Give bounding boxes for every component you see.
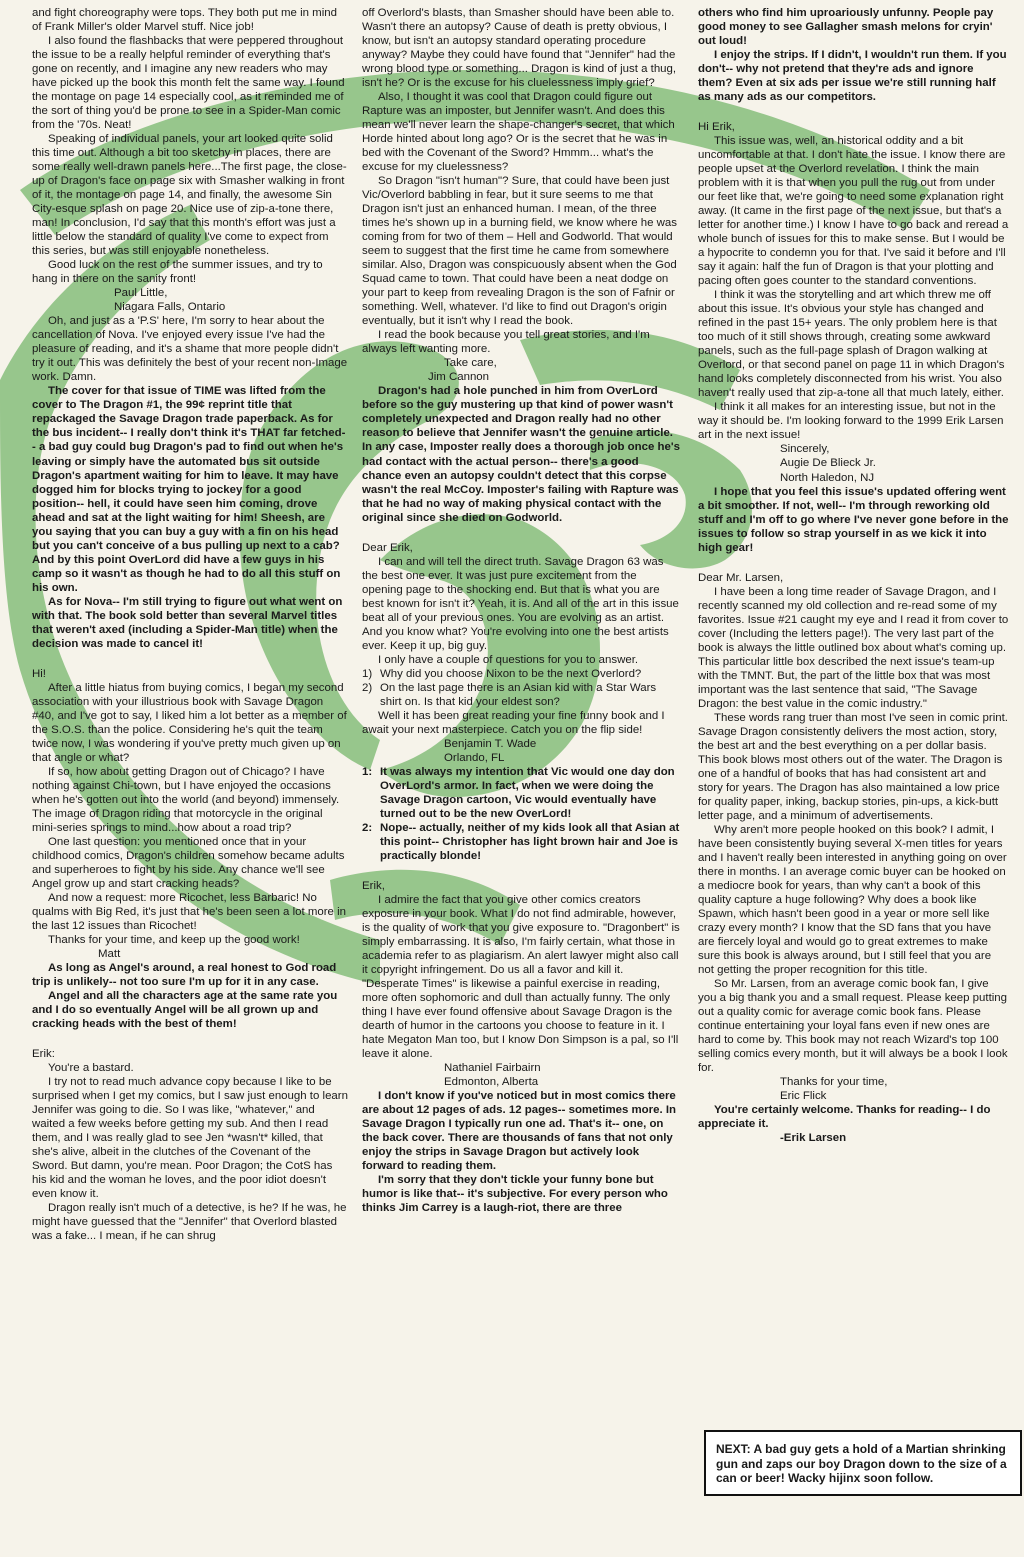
answer-text: Nope-- actually, neither of my kids look all that Asian at this point-- Christopher has light brown hair and Joe is practically blonde! bbox=[380, 821, 680, 862]
letter-salutation: Hi! bbox=[32, 667, 46, 680]
editor-response: Angel and all the characters age at the same rate you and I do so eventually Angel will be all grown up and cracking heads with the best of them! bbox=[32, 990, 338, 1031]
letter-text: I think it was the storytelling and art which threw me off about this issue. It's obvious your style has changed and refined in the past 15+ years. The only problem here is that too much of it still shows through, creating some awkward panels, such as the full-page splash of Dragon walking at Overlord, or that second panel on page 11 in which Dragon's hand looks completely disconnected from his wrist. You also haven't really used that zip-a-tone all that much lately, either. bbox=[698, 289, 1005, 400]
letter-text: You're a bastard. bbox=[48, 1062, 134, 1075]
list-number: 1) bbox=[362, 667, 373, 680]
editor-response: As long as Angel's around, a real honest to God road trip is unlikely-- not too sure I'm up for it in any case. bbox=[32, 962, 337, 989]
question-item bbox=[362, 681, 680, 709]
letter-salutation: Erik: bbox=[32, 1048, 55, 1061]
letter-text: Also, I thought it was cool that Dragon could figure out Rapture was an imposter, but Jennifer wasn't. And does this mean we'll never learn the shape-changer's secret, that which Horde hinted about long ago? Or is the secret that he was in bed with the Covenant of the Sword? Hmmm... what's the excuse for my cluelessness? bbox=[362, 91, 675, 174]
column-1 bbox=[32, 6, 348, 1551]
editor-response: I hope that you feel this issue's updated offering went a bit smoother. If not, well-- I'm through reworking old stuff and I'm off to go where I've never gone before in the issues to follow so strap yourself in as we kick it into high gear! bbox=[698, 485, 1009, 554]
letter-text: I try not to read much advance copy because I like to be surprised when I get my comics, but I saw just enough to learn Jennifer was going to die. So I was like, "whatever," and waited a few weeks before getting my sub. And then I read them, and I was really glad to see Jen *wasn't* killed, that she's alive, albeit in the clutches of the Covenant of the Sword. But damn, you're mean. Poor Dragon; the CotS has his kid and the woman he loves, and the poor idiot doesn't even know it. bbox=[32, 1076, 348, 1201]
question-text: Why did you choose Nixon to be the next Overlord? bbox=[380, 667, 642, 680]
editor-response: others who find him uproariously unfunny. People pay good money to see Gallagher smash melons for cryin' out loud! bbox=[698, 7, 994, 48]
letter-text: Dragon really isn't much of a detective, is he? If he was, he might have guessed that the "Jennifer" that Overlord blasted was a fake... I mean, if he can shrug bbox=[32, 1202, 347, 1243]
letter-text: I also found the flashbacks that were peppered throughout the issue to be a really helpful reminder of everything that's gone on recently, and I imagine any new readers who may have picked up the book this month felt the same way. I found the montage on page 14 especially cool, as it reminded me of the sort of thing you'd be prone to see in a Spider-Man comic from the '70s. Neat! bbox=[32, 35, 345, 132]
editor-response: Dragon's had a hole punched in him from OverLord before so the guy mustering up that kind of power wasn't completely unexpected and Dragon really had no other reason to believe that Jennifer wasn't the genuine article. In any case, Imposter really does a thorough job once he's had contact with the actual person-- there's a good chance even an autopsy couldn't detect that this corpse wasn't the real McCoy. Imposter's failing with Rapture was that he had no way of making physical contact with the original since she died on Godworld. bbox=[362, 385, 680, 524]
letter-text: I can and will tell the direct truth. Savage Dragon 63 was the best one ever. It was just pure excitement from the opening page to the shocking end. But that is what you are best known for isn't it? Yeah, it is. And all of the art in this issue beat all of your previous ones. You are evolving as an artist. And you know what? You're evolving into one the best artists ever. Keep it up, big guy. bbox=[362, 555, 679, 652]
signature-name: Benjamin T. Wade bbox=[444, 737, 537, 750]
signature-location: Edmonton, Alberta bbox=[444, 1076, 539, 1089]
letter-text: I think it all makes for an interesting issue, but not in the way it should be. I'm looking forward to the 1999 Erik Larsen art in the next issue! bbox=[698, 401, 1004, 442]
letter-text: I read the book because you tell great stories, and I'm always left wanting more. bbox=[362, 329, 650, 356]
signature-closing: Take care, bbox=[444, 357, 497, 370]
question-item bbox=[362, 667, 680, 681]
letter-text: This issue was, well, an historical oddity and a bit uncomfortable at that. I don't hate the issue. I know there are people upset at the Overlord revelation. I think the main problem with it is that when you pull the rug out from under our feet like that, we're going to need some explanation right away. (It came in the first page of the next issue, but that's a letter for another time.) I know I have to go back and reread a whole bunch of issues for this to make sense. But I would be a hypocrite to condemn you for that. I've said it before and I'll say it again: half the fun of Dragon is that your plotting and pacing often goes counter to the standard conventions. bbox=[698, 135, 1009, 288]
list-number: 2: bbox=[362, 821, 373, 834]
column-3 bbox=[698, 6, 1010, 1551]
letter-salutation: Dear Mr. Larsen, bbox=[698, 571, 784, 584]
signature-name: Nathaniel Fairbairn bbox=[444, 1062, 541, 1075]
editor-response: As for Nova-- I'm still trying to figure out what went on with that. The book sold better than several Marvel titles that weren't axed (including a Spider-Man title) when the decision was made to cancel it! bbox=[32, 595, 343, 650]
letter-text: off Overlord's blasts, than Smasher should have been able to. Wasn't there an autopsy? Cause of death is pretty obvious, I know, but isn't an autopsy standard operating procedure anyway? Maybe they could have found that "Jennifer" had the wrong blood type or something... Dragon is kind of just a thug, isn't he? Or is the excuse for his cluelessness imply grief? bbox=[362, 7, 677, 90]
letter-text: And now a request: more Ricochet, less Barbaric! No qualms with Big Red, it's just that he's been seen a lot more in the last 12 issues than Ricochet! bbox=[32, 891, 346, 932]
letter-text: After a little hiatus from buying comics, I began my second association with your illustrious book with Savage Dragon #40, and I've got to say, I liked him a lot better as a member of the S.O.S. than the police. Considering he's quit the team twice now, I was wondering if you've pretty much given up on that angle or what? bbox=[32, 681, 347, 764]
list-number: 2) bbox=[362, 681, 373, 694]
next-issue-text: NEXT: A bad guy gets a hold of a Martian shrinking gun and zaps our boy Dragon down to the size of a can or beer! Wacky hijinx soon follow. bbox=[716, 1442, 1007, 1486]
letter-salutation: Dear Erik, bbox=[362, 541, 413, 554]
letter-text: So Mr. Larsen, from an average comic book fan, I give you a big thank you and a small request. Please keep putting out a quality comic for average comic book fans. Please continue entertaining your loyal fans even if new ones are hard to come by. This book may not reach Wizard's top 100 selling comics every month, but it will always be a book I look for. bbox=[698, 978, 1008, 1075]
letter-text: So Dragon "isn't human"? Sure, that could have been just Vic/Overlord babbling in fear, but it sure seems to me that Dragon isn't just an enhanced human. I mean, of the three times he's shown up in a burning field, we know where he was coming from for two of them – Hell and Godworld. That would seem to suggest that the first time he came from somewhere similar. Also, Dragon was conspicuously absent when the God Squad came to town. That could have been a neat dodge on your part to keep from revealing Dragon is the son of Fafnir or something. Well, whatever. I'd like to find out Dragon's origin eventually, but it isn't why I read the book. bbox=[362, 175, 677, 328]
answer-item bbox=[362, 765, 680, 821]
letter-salutation: Erik, bbox=[362, 879, 385, 892]
signature-location: Orlando, FL bbox=[444, 751, 505, 764]
letter-text: If so, how about getting Dragon out of Chicago? I have nothing against Chi-town, but I have enjoyed the occasions when he's gotten out into the world (and beyond) immensely. The image of Dragon riding that motorcycle in the original mini-series springs to mind...how about a road trip? bbox=[32, 765, 340, 834]
signature-name: Eric Flick bbox=[780, 1090, 827, 1103]
letter-text: Good luck on the rest of the summer issues, and try to hang in there on the sanity front! bbox=[32, 259, 323, 286]
letter-text: Thanks for your time, and keep up the good work! bbox=[48, 934, 300, 947]
answer-item bbox=[362, 821, 680, 863]
editor-response: I'm sorry that they don't tickle your funny bone but humor is like that-- it's subjective. For every person who thinks Jim Carrey is a laugh-riot, there are three bbox=[362, 1174, 668, 1215]
editor-signature: -Erik Larsen bbox=[780, 1132, 847, 1145]
letter-text: Well it has been great reading your fine funny book and I await your next masterpiece. Catch you on the flip side! bbox=[362, 709, 665, 736]
signature-name: Augie De Blieck Jr. bbox=[780, 457, 876, 470]
list-number: 1: bbox=[362, 765, 373, 778]
editor-response: You're certainly welcome. Thanks for reading-- I do appreciate it. bbox=[698, 1104, 991, 1131]
next-issue-box bbox=[704, 1430, 1022, 1496]
editor-response: I don't know if you've noticed but in most comics there are about 12 pages of ads. 12 pages-- sometimes more. In Savage Dragon I typically run one ad. That's it-- one, on the back cover. There are thousands of fans that not only enjoy the strips in Savage Dragon but actively look forward to reading them. bbox=[362, 1090, 677, 1173]
letter-text: These words rang truer than most I've seen in comic print. Savage Dragon consistently delivers the most action, story, the best art and the best everything on a per dollar basis. This book blows most others out of the water. The Dragon is one of a handful of books that has had consistent art and story for years. The Dragon has also maintained a low price for quality paper, inking, backup stories, pin-ups, a kick-butt letter page, and a minimum of advertisements. bbox=[698, 711, 1008, 822]
signature-closing: Sincerely, bbox=[780, 443, 830, 456]
signature-name: Paul Little, bbox=[114, 287, 168, 300]
letter-text: and fight choreography were tops. They both put me in mind of Frank Miller's older Marvel stuff. Nice job! bbox=[32, 7, 337, 34]
signature-name: Matt bbox=[98, 948, 121, 961]
letter-text: I admire the fact that you give other comics creators exposure in your book. What I do not find admirable, however, is the quality of work that you give exposure to. "Dragonbert" is simply embarrassing. It is also, I'm fairly certain, what those in academia refer to as plagiarism. An alert lawyer might also call it copyright infringement. Do us all a favor and kill it. "Desperate Times" is likewise a painful exercise in reading, more often sophomoric and dull than actually funny. The only thing I have ever found offensive about Savage Dragon is the dearth of humor in the cartoons you choose to feature in it. I hate Megaton Man too, but I know Don Simpson is a pal, so I'll leave it alone. bbox=[362, 893, 680, 1061]
letter-text: Why aren't more people hooked on this book? I admit, I have been consistently buying several X-men titles for years and I haven't really been interested in anything going on over there in months. I an average comic buyer can be hooked on a mediocre book for years, than why can't a book of this quality capture a huge following? Why does a book like Spawn, which hasn't been good in a year or more sell like crazy every month? I know that the SD fans that you have are fiercely loyal and would go to great extremes to make sure this book is always around, but I still feel that you are not getting the proper recognition for this title. bbox=[698, 823, 1007, 977]
signature-name: Jim Cannon bbox=[428, 371, 490, 384]
signature-closing: Thanks for your time, bbox=[780, 1076, 888, 1089]
letter-salutation: Hi Erik, bbox=[698, 121, 735, 134]
letter-text: One last question: you mentioned once that in your childhood comics, Dragon's children somehow became adults and superheroes to fight by his side. Any chance we'll see Angel grow up and start cracking heads? bbox=[32, 835, 345, 890]
letter-text: I only have a couple of questions for you to answer. bbox=[378, 653, 639, 666]
signature-location: Niagara Falls, Ontario bbox=[114, 301, 226, 314]
editor-response: I enjoy the strips. If I didn't, I wouldn't run them. If you don't-- why not pretend that they're ads and ignore them? Even at six ads per issue we're still running half as many ads as our competitors. bbox=[698, 49, 1007, 104]
letter-text: I have been a long time reader of Savage Dragon, and I recently scanned my old collection and re-read some of my favorites. Issue #21 caught my eye and I read it from cover to cover (Including the letters page!). The very last part of the book is always the little outlined box about what's coming up. This particular little box described the next issue's team-up with the TMNT. But, the part of the little box that was most important was the last sentence that said, "The Savage Dragon: the best value in the comic industry." bbox=[698, 585, 1009, 710]
question-text: On the last page there is an Asian kid with a Star Wars shirt on. Is that kid your eldest son? bbox=[380, 681, 657, 708]
letter-text: Oh, and just as a 'P.S' here, I'm sorry to hear about the cancellation of Nova. I've enjoyed every issue I've had the pleasure of reading, and it's a shame that more people didn't try it out. This was definitely the best of your recent non-Image work. Damn. bbox=[32, 315, 348, 384]
editor-response: The cover for that issue of TIME was lifted from the cover to The Dragon #1, the 99¢ reprint title that repackaged the Savage Dragon trade paperback. As for the bus incident-- I really don't think it's THAT far fetched-- a bad guy could bug Dragon's pad to find out when he's leaving or simply have the automated bus sit outside Dragon's apartment waiting for him to leave. It may have dogged him for blocks trying to jockey for a good position-- hell, it could have seen him coming, drove ahead and sat at the light waiting for him! Sheesh, are you saying that you can buy a guy with a fin on his head but you can't conceive of a bus pulling up next to a cab? And by this point OverLord did have a few guys in his camp so it wasn't as though he had to do all this stuff on his own. bbox=[32, 385, 346, 594]
signature-location: North Haledon, NJ bbox=[780, 471, 875, 484]
column-2 bbox=[362, 6, 680, 1551]
answer-text: It was always my intention that Vic would one day don OverLord's armor. In fact, when we were doing the Savage Dragon cartoon, Vic would eventually have turned out to be the new OverLord! bbox=[380, 765, 675, 820]
letter-text: Speaking of individual panels, your art looked quite solid this time out. Although a bit too sketchy in places, there are some really well-drawn panels here...The first page, the close-up of Dragon's face on page six with Smasher walking in front of it, the montage on page 14, and finally, the awesome Sin City-esque splash on page 20. Nice use of zip-a-tone there, man! In conclusion, I'd say that this month's effort was just a little below the standard of quality I've come to expect from this series, but was still enjoyable nonetheless. bbox=[32, 133, 347, 258]
